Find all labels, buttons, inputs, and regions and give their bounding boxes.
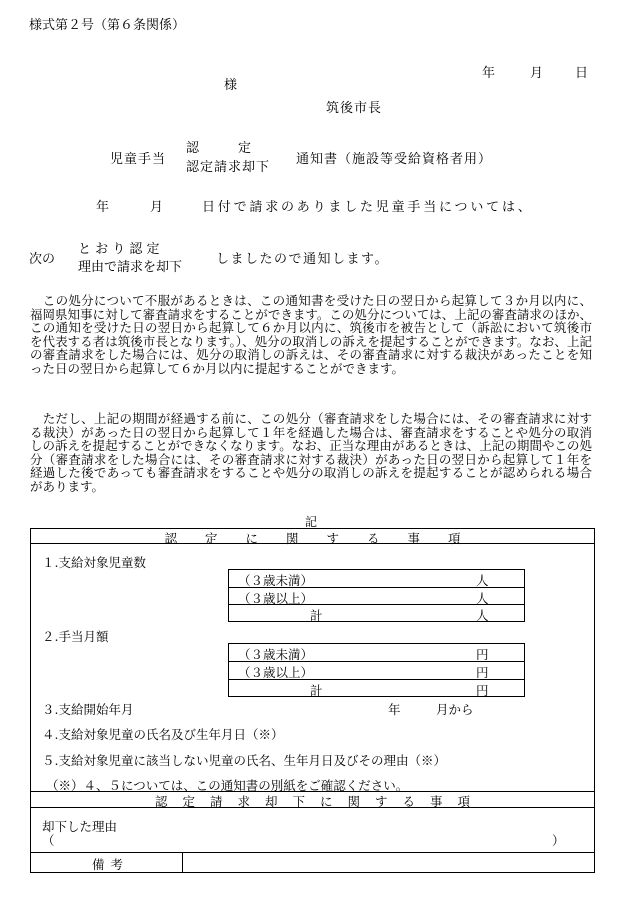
date-day-label: 日 — [575, 66, 589, 81]
children-total-label: 計 — [310, 608, 323, 623]
ki-label: 記 — [305, 515, 318, 529]
title-prefix: 児童手当 — [110, 152, 167, 167]
start-year-label: 年 — [388, 702, 401, 717]
date-year-label: 年 — [482, 66, 496, 81]
notice-paragraph-2: ただし、上記の期間が経過する前に、この処分（審査請求をした場合には、その審査請求に対する裁決）があった日の翌日から起算して１年を経過した場合は、審査請求をすることや処分の取消しの訴えを提起することができなくなります。なお、正当な理由があるときは、上記の期間やこの処分（審査請求をした場合には、その審査請求に対する裁決）があった日の翌日から起算して１年を経過した後であっても審査請求をすることや処分の取消しの訴えを提起することが認められる場合があります。 — [30, 411, 592, 494]
item-child-names: ４.支給対象児童の氏名及び生年月日（※） — [42, 727, 284, 742]
notice-paragraph-1: この処分について不服があるときは、この通知書を受けた日の翌日から起算して３か月以内に、福岡県知事に対して審査請求をすることができます。この処分については、上記の審査請求のほか、この通知を受けた日の翌日から起算して６か月以内に、筑後市を被告として（訴訟において筑後市を代表する者は筑後市長となります。）、処分の取消しの訴えを提起することができます。なお、上記の審査請求をした場合には、処分の取消しの訴えは、その審査請求に対する裁決があったことを知った日の翌日から起算して６か月以内に提起することができます。 — [30, 293, 592, 376]
children-over3-label: （３歳以上） — [238, 591, 314, 606]
addressee-suffix: 様 — [224, 78, 238, 93]
footnote: （※）４、５については、この通知書の別紙をご確認ください。 — [46, 778, 409, 793]
title-option-reject: 認定請求却下 — [186, 160, 271, 175]
remarks-divider — [182, 852, 183, 873]
date-month-label: 月 — [530, 66, 544, 81]
approval-header: 認定に関する事項 — [164, 531, 489, 546]
children-under3-label: （３歳未満） — [238, 573, 314, 588]
reject-reason-open-paren: （ — [42, 833, 55, 848]
decision-option-approve: と お り 認 定 — [78, 242, 160, 257]
reject-reason-label: 却下した理由 — [42, 819, 118, 834]
title-suffix: 通知書（施設等受給資格者用） — [296, 152, 493, 167]
decision-option-reject: 理由で請求を却下 — [78, 260, 183, 275]
item-children-count: １.支給対象児童数 — [42, 555, 146, 570]
request-text: 日付で請求のありました児童手当については、 — [202, 200, 534, 215]
issuer: 筑後市長 — [326, 101, 383, 116]
amount-under3-label: （３歳未満） — [238, 647, 314, 662]
children-total-unit: 人 — [476, 608, 489, 623]
amount-total-label: 計 — [310, 683, 323, 698]
amount-total-unit: 円 — [476, 683, 489, 698]
remarks-label: 備考 — [92, 857, 130, 872]
start-month-label: 月から — [436, 702, 474, 717]
amount-under3-unit: 円 — [476, 647, 489, 662]
title-option-approve: 認 定 — [186, 141, 252, 156]
decision-suffix: しましたので通知します。 — [216, 252, 389, 267]
children-over3-unit: 人 — [476, 591, 489, 606]
children-under3-unit: 人 — [476, 573, 489, 588]
request-year-label: 年 — [96, 200, 110, 215]
amount-over3-label: （３歳以上） — [238, 665, 314, 680]
item-monthly-amount: ２.手当月額 — [42, 629, 109, 644]
item-start-month: ３.支給開始年月 — [42, 702, 134, 717]
reject-reason-close-paren: ） — [552, 833, 565, 848]
decision-prefix: 次の — [29, 252, 56, 267]
amount-over3-unit: 円 — [476, 665, 489, 680]
request-month-label: 月 — [150, 200, 164, 215]
form-number: 様式第２号（第６条関係） — [29, 18, 186, 33]
remarks-rule — [30, 852, 595, 853]
reject-header: 認定請求却下に関する事項 — [154, 794, 485, 809]
item-ineligible-children: ５.支給対象児童に該当しない児童の氏名、生年月日及びその理由（※） — [42, 753, 446, 768]
